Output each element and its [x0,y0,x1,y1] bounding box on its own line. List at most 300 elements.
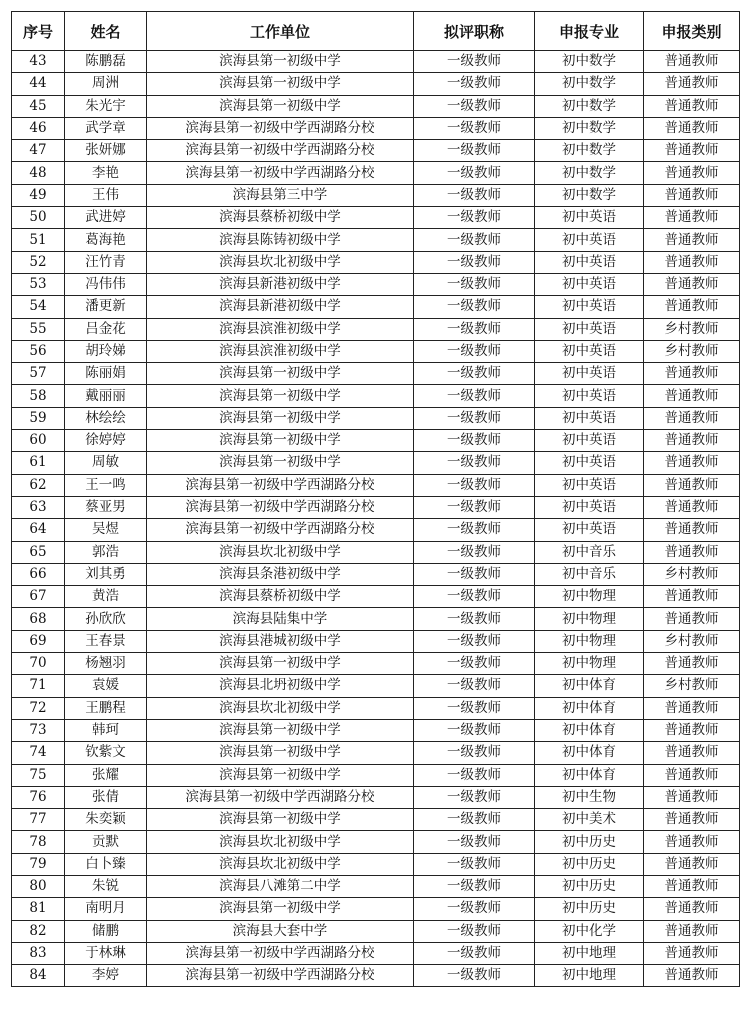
cell-proposed-title: 一级教师 [414,95,535,117]
cell-name: 韩珂 [65,719,147,741]
cell-name: 戴丽丽 [65,385,147,407]
table-row [12,719,740,741]
table-row [12,385,740,407]
cell-work-unit: 滨海县第一初级中学西湖路分校 [147,496,414,518]
cell-serial-number: 71 [12,675,65,697]
cell-name: 朱光宇 [65,95,147,117]
cell-specialty: 初中英语 [535,251,644,273]
cell-specialty: 初中美术 [535,809,644,831]
cell-specialty: 初中体育 [535,719,644,741]
cell-serial-number: 75 [12,764,65,786]
cell-serial-number: 74 [12,742,65,764]
cell-specialty: 初中数学 [535,117,644,139]
cell-proposed-title: 一级教师 [414,786,535,808]
cell-serial-number: 69 [12,630,65,652]
table-row [12,162,740,184]
cell-proposed-title: 一级教师 [414,853,535,875]
cell-work-unit: 滨海县第一初级中学 [147,653,414,675]
cell-specialty: 初中历史 [535,853,644,875]
cell-serial-number: 55 [12,318,65,340]
cell-serial-number: 58 [12,385,65,407]
cell-proposed-title: 一级教师 [414,831,535,853]
cell-category: 普通教师 [644,296,740,318]
cell-work-unit: 滨海县第一初级中学 [147,898,414,920]
table-row [12,519,740,541]
cell-work-unit: 滨海县第一初级中学西湖路分校 [147,786,414,808]
cell-specialty: 初中英语 [535,519,644,541]
table-row [12,831,740,853]
cell-work-unit: 滨海县八滩第二中学 [147,875,414,897]
cell-name: 李艳 [65,162,147,184]
cell-name: 冯伟伟 [65,273,147,295]
cell-serial-number: 44 [12,73,65,95]
cell-name: 葛海艳 [65,229,147,251]
cell-proposed-title: 一级教师 [414,675,535,697]
cell-name: 王春景 [65,630,147,652]
cell-name: 刘其勇 [65,563,147,585]
cell-serial-number: 73 [12,719,65,741]
cell-proposed-title: 一级教师 [414,340,535,362]
cell-category: 普通教师 [644,786,740,808]
cell-specialty: 初中数学 [535,140,644,162]
cell-name: 张妍娜 [65,140,147,162]
cell-specialty: 初中英语 [535,207,644,229]
cell-category: 普通教师 [644,430,740,452]
cell-proposed-title: 一级教师 [414,452,535,474]
cell-name: 周洲 [65,73,147,95]
cell-proposed-title: 一级教师 [414,385,535,407]
table-row [12,809,740,831]
cell-specialty: 初中体育 [535,675,644,697]
cell-specialty: 初中历史 [535,875,644,897]
cell-name: 周敏 [65,452,147,474]
cell-work-unit: 滨海县第一初级中学 [147,742,414,764]
table-row [12,318,740,340]
cell-proposed-title: 一级教师 [414,496,535,518]
cell-serial-number: 57 [12,363,65,385]
cell-work-unit: 滨海县滨淮初级中学 [147,340,414,362]
cell-name: 钦紫文 [65,742,147,764]
cell-work-unit: 滨海县大套中学 [147,920,414,942]
cell-name: 陈丽娟 [65,363,147,385]
cell-proposed-title: 一级教师 [414,563,535,585]
header-specialty: 申报专业 [535,12,644,51]
cell-name: 李婷 [65,965,147,987]
table-row [12,296,740,318]
table-row [12,95,740,117]
cell-work-unit: 滨海县第一初级中学 [147,430,414,452]
cell-specialty: 初中音乐 [535,541,644,563]
cell-work-unit: 滨海县坎北初级中学 [147,853,414,875]
cell-category: 普通教师 [644,229,740,251]
cell-work-unit: 滨海县第一初级中学 [147,363,414,385]
cell-proposed-title: 一级教师 [414,318,535,340]
cell-serial-number: 63 [12,496,65,518]
cell-specialty: 初中体育 [535,742,644,764]
cell-work-unit: 滨海县第一初级中学 [147,809,414,831]
cell-proposed-title: 一级教师 [414,117,535,139]
cell-category: 普通教师 [644,965,740,987]
cell-serial-number: 46 [12,117,65,139]
cell-serial-number: 47 [12,140,65,162]
cell-name: 袁媛 [65,675,147,697]
cell-work-unit: 滨海县第一初级中学 [147,95,414,117]
cell-name: 储鹏 [65,920,147,942]
cell-work-unit: 滨海县第一初级中学 [147,407,414,429]
table-row [12,363,740,385]
table-row [12,452,740,474]
cell-proposed-title: 一级教师 [414,273,535,295]
cell-specialty: 初中体育 [535,764,644,786]
cell-serial-number: 79 [12,853,65,875]
cell-specialty: 初中英语 [535,318,644,340]
table-row [12,965,740,987]
table-row [12,786,740,808]
cell-serial-number: 51 [12,229,65,251]
table-row [12,474,740,496]
cell-category: 普通教师 [644,764,740,786]
cell-specialty: 初中物理 [535,630,644,652]
cell-specialty: 初中英语 [535,363,644,385]
cell-serial-number: 50 [12,207,65,229]
cell-name: 武进婷 [65,207,147,229]
cell-proposed-title: 一级教师 [414,363,535,385]
cell-specialty: 初中英语 [535,229,644,251]
table-body [12,51,740,987]
cell-serial-number: 43 [12,51,65,73]
cell-serial-number: 53 [12,273,65,295]
cell-category: 普通教师 [644,140,740,162]
cell-work-unit: 滨海县坎北初级中学 [147,251,414,273]
cell-name: 徐婷婷 [65,430,147,452]
table-row [12,608,740,630]
cell-serial-number: 70 [12,653,65,675]
table-row [12,407,740,429]
cell-proposed-title: 一级教师 [414,586,535,608]
header-row [12,12,740,51]
cell-category: 普通教师 [644,809,740,831]
cell-work-unit: 滨海县条港初级中学 [147,563,414,585]
cell-category: 普通教师 [644,407,740,429]
cell-category: 普通教师 [644,273,740,295]
cell-specialty: 初中英语 [535,296,644,318]
table-row [12,563,740,585]
cell-category: 普通教师 [644,363,740,385]
cell-serial-number: 62 [12,474,65,496]
cell-category: 普通教师 [644,898,740,920]
cell-category: 普通教师 [644,162,740,184]
cell-proposed-title: 一级教师 [414,653,535,675]
cell-serial-number: 81 [12,898,65,920]
cell-proposed-title: 一级教师 [414,140,535,162]
table-row [12,340,740,362]
table-row [12,73,740,95]
cell-name: 黄浩 [65,586,147,608]
cell-proposed-title: 一级教师 [414,742,535,764]
table-row [12,853,740,875]
cell-work-unit: 滨海县第一初级中学 [147,719,414,741]
cell-category: 普通教师 [644,920,740,942]
cell-category: 普通教师 [644,251,740,273]
header-serial-number: 序号 [12,12,65,51]
cell-proposed-title: 一级教师 [414,207,535,229]
cell-name: 王伟 [65,184,147,206]
cell-work-unit: 滨海县港城初级中学 [147,630,414,652]
cell-specialty: 初中英语 [535,452,644,474]
cell-work-unit: 滨海县第一初级中学西湖路分校 [147,965,414,987]
cell-serial-number: 65 [12,541,65,563]
cell-name: 汪竹青 [65,251,147,273]
cell-specialty: 初中物理 [535,608,644,630]
cell-serial-number: 59 [12,407,65,429]
cell-specialty: 初中物理 [535,653,644,675]
cell-name: 吴煜 [65,519,147,541]
table-row [12,630,740,652]
cell-category: 普通教师 [644,541,740,563]
cell-name: 杨翘羽 [65,653,147,675]
cell-serial-number: 76 [12,786,65,808]
table-row [12,764,740,786]
cell-name: 武学章 [65,117,147,139]
cell-name: 胡玲娣 [65,340,147,362]
cell-work-unit: 滨海县第一初级中学 [147,73,414,95]
cell-category: 普通教师 [644,608,740,630]
cell-serial-number: 45 [12,95,65,117]
header-proposed-title: 拟评职称 [414,12,535,51]
cell-category: 普通教师 [644,117,740,139]
cell-category: 普通教师 [644,586,740,608]
cell-serial-number: 68 [12,608,65,630]
cell-name: 于林琳 [65,942,147,964]
cell-category: 普通教师 [644,875,740,897]
cell-category: 普通教师 [644,496,740,518]
cell-proposed-title: 一级教师 [414,51,535,73]
cell-name: 白卜臻 [65,853,147,875]
cell-name: 朱锐 [65,875,147,897]
cell-proposed-title: 一级教师 [414,73,535,95]
cell-work-unit: 滨海县陆集中学 [147,608,414,630]
cell-proposed-title: 一级教师 [414,697,535,719]
table-row [12,207,740,229]
cell-category: 乡村教师 [644,630,740,652]
cell-proposed-title: 一级教师 [414,630,535,652]
cell-serial-number: 84 [12,965,65,987]
table-row [12,920,740,942]
cell-specialty: 初中英语 [535,496,644,518]
cell-proposed-title: 一级教师 [414,719,535,741]
cell-name: 王鹏程 [65,697,147,719]
cell-name: 贡默 [65,831,147,853]
table-row [12,875,740,897]
cell-category: 普通教师 [644,95,740,117]
table-row [12,251,740,273]
cell-proposed-title: 一级教师 [414,430,535,452]
cell-specialty: 初中历史 [535,831,644,853]
cell-specialty: 初中英语 [535,474,644,496]
cell-name: 孙欣欣 [65,608,147,630]
table-row [12,742,740,764]
cell-name: 林绘绘 [65,407,147,429]
cell-work-unit: 滨海县第一初级中学西湖路分校 [147,162,414,184]
cell-category: 普通教师 [644,853,740,875]
cell-specialty: 初中英语 [535,273,644,295]
cell-specialty: 初中地理 [535,965,644,987]
cell-category: 乡村教师 [644,340,740,362]
cell-specialty: 初中音乐 [535,563,644,585]
table-row [12,496,740,518]
cell-serial-number: 48 [12,162,65,184]
table-row [12,675,740,697]
cell-category: 普通教师 [644,519,740,541]
cell-serial-number: 78 [12,831,65,853]
cell-serial-number: 72 [12,697,65,719]
cell-proposed-title: 一级教师 [414,519,535,541]
table-row [12,117,740,139]
cell-name: 吕金花 [65,318,147,340]
cell-specialty: 初中数学 [535,95,644,117]
cell-serial-number: 61 [12,452,65,474]
cell-category: 乡村教师 [644,675,740,697]
cell-serial-number: 67 [12,586,65,608]
cell-proposed-title: 一级教师 [414,162,535,184]
cell-serial-number: 54 [12,296,65,318]
cell-work-unit: 滨海县第一初级中学 [147,764,414,786]
cell-category: 普通教师 [644,474,740,496]
cell-specialty: 初中英语 [535,407,644,429]
cell-work-unit: 滨海县北坍初级中学 [147,675,414,697]
cell-serial-number: 52 [12,251,65,273]
cell-category: 普通教师 [644,942,740,964]
cell-name: 南明月 [65,898,147,920]
cell-name: 王一鸣 [65,474,147,496]
table-row [12,229,740,251]
cell-category: 普通教师 [644,51,740,73]
cell-category: 普通教师 [644,697,740,719]
cell-work-unit: 滨海县新港初级中学 [147,273,414,295]
cell-proposed-title: 一级教师 [414,184,535,206]
header-work-unit: 工作单位 [147,12,414,51]
cell-work-unit: 滨海县坎北初级中学 [147,697,414,719]
cell-work-unit: 滨海县第一初级中学 [147,51,414,73]
cell-name: 蔡亚男 [65,496,147,518]
cell-work-unit: 滨海县陈铸初级中学 [147,229,414,251]
cell-specialty: 初中英语 [535,340,644,362]
cell-serial-number: 56 [12,340,65,362]
cell-proposed-title: 一级教师 [414,608,535,630]
cell-serial-number: 80 [12,875,65,897]
cell-proposed-title: 一级教师 [414,965,535,987]
cell-category: 普通教师 [644,184,740,206]
cell-specialty: 初中英语 [535,385,644,407]
cell-work-unit: 滨海县第一初级中学 [147,452,414,474]
cell-serial-number: 82 [12,920,65,942]
cell-proposed-title: 一级教师 [414,407,535,429]
table-row [12,898,740,920]
table-row [12,541,740,563]
cell-work-unit: 滨海县第一初级中学 [147,385,414,407]
cell-specialty: 初中生物 [535,786,644,808]
cell-name: 朱奕颖 [65,809,147,831]
cell-work-unit: 滨海县蔡桥初级中学 [147,207,414,229]
cell-work-unit: 滨海县第三中学 [147,184,414,206]
cell-category: 普通教师 [644,719,740,741]
cell-work-unit: 滨海县第一初级中学西湖路分校 [147,474,414,496]
cell-specialty: 初中英语 [535,430,644,452]
cell-specialty: 初中历史 [535,898,644,920]
cell-category: 普通教师 [644,385,740,407]
cell-specialty: 初中数学 [535,73,644,95]
cell-work-unit: 滨海县蔡桥初级中学 [147,586,414,608]
cell-proposed-title: 一级教师 [414,898,535,920]
table-row [12,430,740,452]
cell-category: 普通教师 [644,831,740,853]
cell-category: 普通教师 [644,73,740,95]
cell-proposed-title: 一级教师 [414,474,535,496]
cell-work-unit: 滨海县新港初级中学 [147,296,414,318]
table-row [12,653,740,675]
table-row [12,697,740,719]
table-row [12,273,740,295]
cell-category: 乡村教师 [644,563,740,585]
cell-work-unit: 滨海县坎北初级中学 [147,831,414,853]
cell-specialty: 初中数学 [535,184,644,206]
cell-proposed-title: 一级教师 [414,942,535,964]
teacher-table [11,11,740,987]
cell-name: 潘更新 [65,296,147,318]
cell-category: 普通教师 [644,452,740,474]
table-row [12,140,740,162]
cell-work-unit: 滨海县第一初级中学西湖路分校 [147,117,414,139]
cell-work-unit: 滨海县第一初级中学西湖路分校 [147,140,414,162]
cell-name: 张倩 [65,786,147,808]
cell-name: 郭浩 [65,541,147,563]
table-row [12,184,740,206]
header-category: 申报类别 [644,12,740,51]
cell-category: 乡村教师 [644,318,740,340]
cell-specialty: 初中数学 [535,51,644,73]
cell-proposed-title: 一级教师 [414,764,535,786]
table-row [12,586,740,608]
cell-work-unit: 滨海县第一初级中学西湖路分校 [147,519,414,541]
cell-serial-number: 83 [12,942,65,964]
cell-proposed-title: 一级教师 [414,541,535,563]
table-row [12,51,740,73]
cell-specialty: 初中地理 [535,942,644,964]
cell-serial-number: 49 [12,184,65,206]
teacher-list-document [11,11,740,987]
cell-name: 张耀 [65,764,147,786]
cell-name: 陈鹏磊 [65,51,147,73]
cell-work-unit: 滨海县滨淮初级中学 [147,318,414,340]
cell-category: 普通教师 [644,742,740,764]
cell-proposed-title: 一级教师 [414,809,535,831]
cell-proposed-title: 一级教师 [414,251,535,273]
table-row [12,942,740,964]
cell-specialty: 初中物理 [535,586,644,608]
cell-category: 普通教师 [644,653,740,675]
cell-proposed-title: 一级教师 [414,229,535,251]
cell-specialty: 初中数学 [535,162,644,184]
cell-serial-number: 77 [12,809,65,831]
cell-specialty: 初中化学 [535,920,644,942]
cell-proposed-title: 一级教师 [414,296,535,318]
cell-category: 普通教师 [644,207,740,229]
cell-work-unit: 滨海县第一初级中学西湖路分校 [147,942,414,964]
header-name: 姓名 [65,12,147,51]
cell-work-unit: 滨海县坎北初级中学 [147,541,414,563]
cell-specialty: 初中体育 [535,697,644,719]
cell-serial-number: 66 [12,563,65,585]
